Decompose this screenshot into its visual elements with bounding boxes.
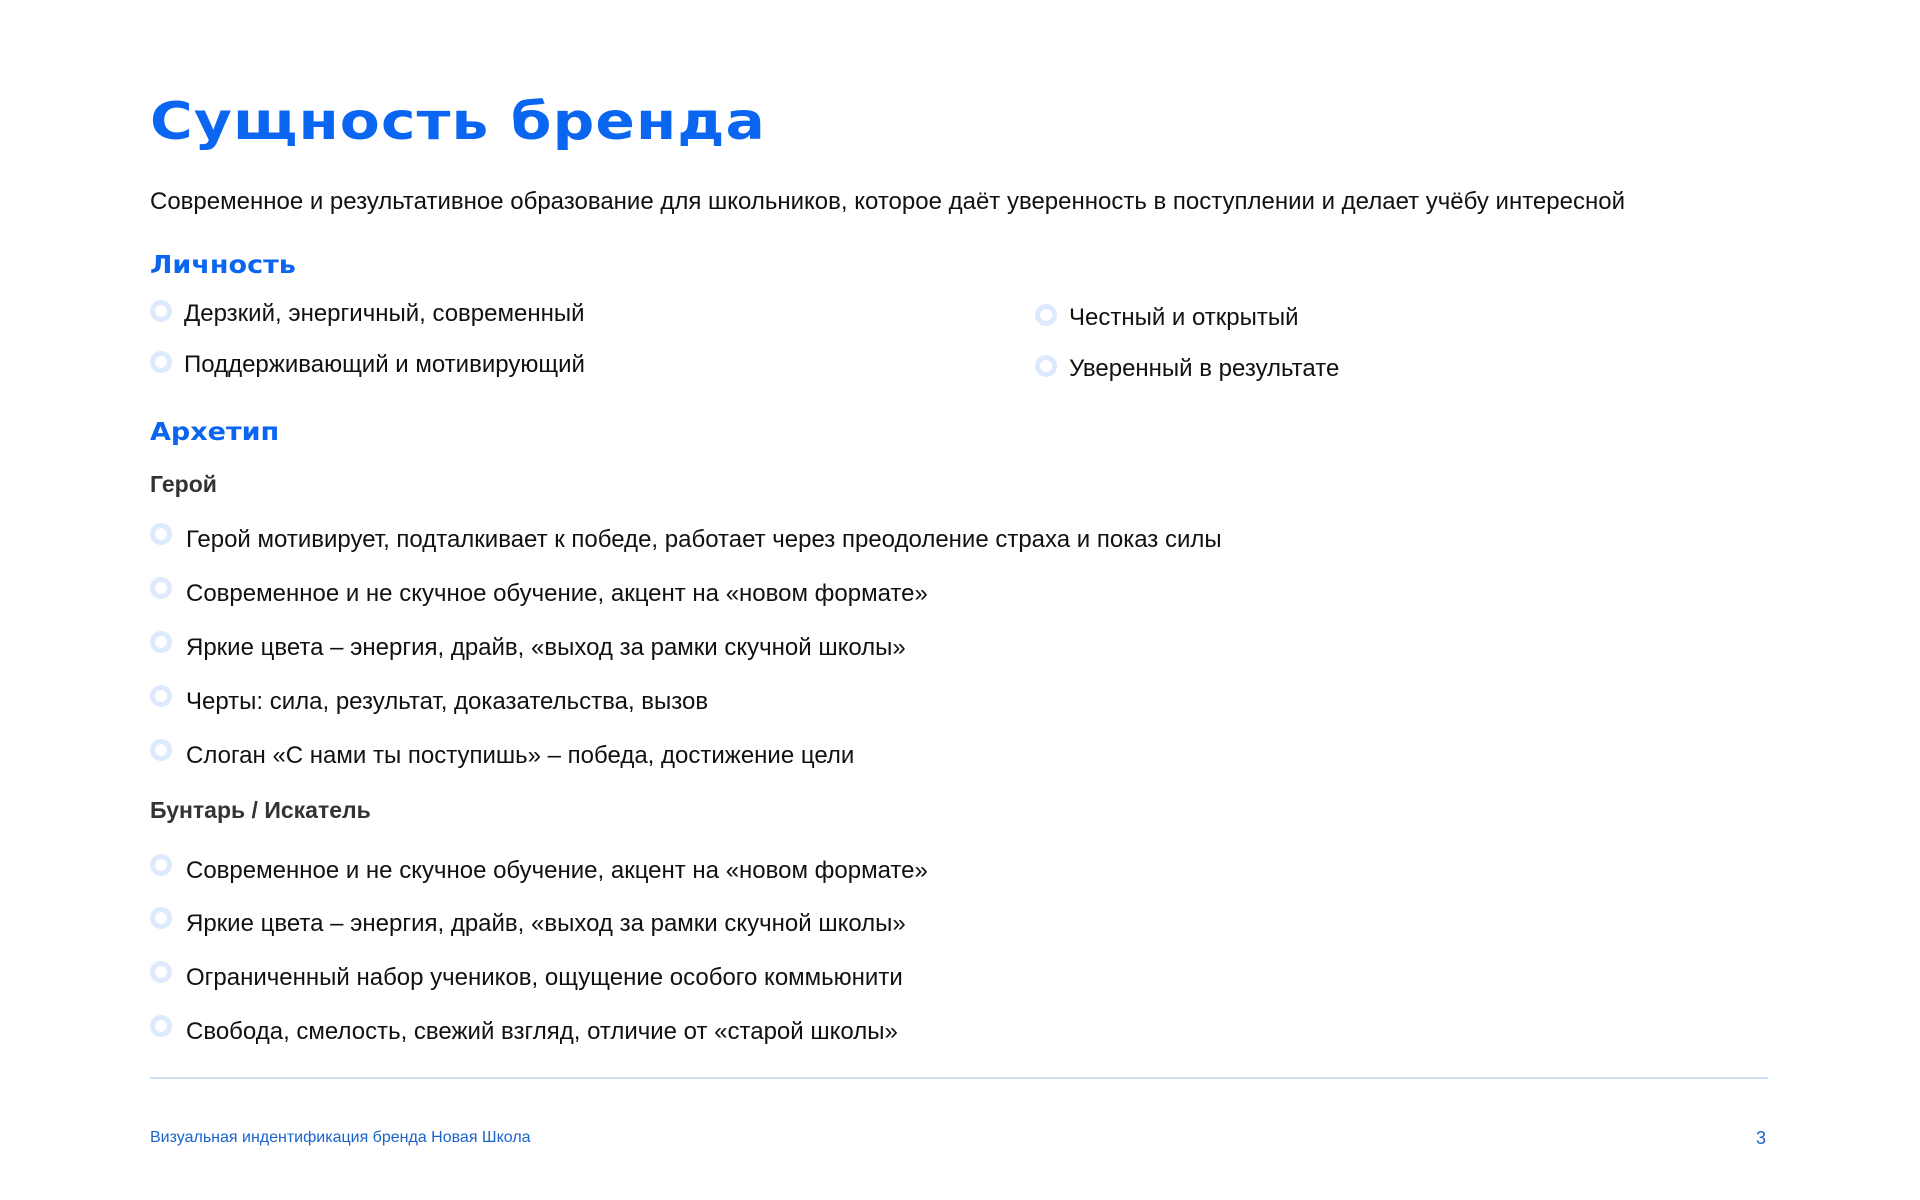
item-text: Современное и не скучное обучение, акцент на «новом формате» <box>186 580 928 607</box>
bullet-ring-icon <box>150 685 172 707</box>
bullet-ring-icon <box>150 907 172 929</box>
bullet-ring-icon <box>1035 355 1057 377</box>
item-text: Современное и не скучное обучение, акцент на «новом формате» <box>186 857 928 884</box>
archetype-item <box>150 857 928 885</box>
personality-item <box>150 351 585 379</box>
brand-essence-statement: Современное и результативное образование для школьников, которое даёт уверенность в поступлении и делает учёбу интересной <box>150 188 1625 215</box>
bullet-ring-icon <box>150 577 172 599</box>
item-text: Ограниченный набор учеников, ощущение особого коммьюнити <box>186 964 903 991</box>
page-number: 3 <box>1756 1128 1767 1148</box>
archetype-item <box>150 634 906 662</box>
item-text: Яркие цвета – энергия, драйв, «выход за рамки скучной школы» <box>186 634 906 661</box>
page-title: Сущность бренда <box>150 92 766 152</box>
archetype-group-title: Бунтарь / Искатель <box>150 797 371 823</box>
personality-item <box>1035 355 1339 383</box>
bullet-ring-icon <box>150 351 172 373</box>
item-text: Слоган «С нами ты поступишь» – победа, достижение цели <box>186 742 855 769</box>
archetype-item <box>150 1018 898 1046</box>
archetype-item <box>150 580 928 608</box>
item-text: Уверенный в результате <box>1069 355 1340 382</box>
bullet-ring-icon <box>150 739 172 761</box>
item-text: Свобода, смелость, свежий взгляд, отличие от «старой школы» <box>186 1018 898 1045</box>
personality-heading: Личность <box>150 250 296 279</box>
footer-caption: Визуальная индентификация бренда Новая Школа <box>150 1129 531 1146</box>
item-text: Честный и открытый <box>1069 304 1299 331</box>
bullet-ring-icon <box>150 1015 172 1037</box>
archetype-heading: Архетип <box>150 417 280 446</box>
item-text: Черты: сила, результат, доказательства, вызов <box>186 688 709 715</box>
item-text: Яркие цвета – энергия, драйв, «выход за рамки скучной школы» <box>186 910 906 937</box>
personality-item <box>1035 304 1299 332</box>
bullet-ring-icon <box>150 523 172 545</box>
bullet-ring-icon <box>150 854 172 876</box>
item-text: Герой мотивирует, подталкивает к победе, работает через преодоление страха и показ силы <box>186 526 1222 553</box>
bullet-ring-icon <box>150 631 172 653</box>
archetype-item <box>150 526 1222 554</box>
personality-item <box>150 300 585 328</box>
item-text: Поддерживающий и мотивирующий <box>184 351 585 378</box>
bullet-ring-icon <box>150 300 172 322</box>
archetype-item <box>150 910 906 938</box>
archetype-item <box>150 964 903 992</box>
bullet-ring-icon <box>1035 304 1057 326</box>
bullet-ring-icon <box>150 961 172 983</box>
archetype-group-title: Герой <box>150 471 217 497</box>
archetype-item <box>150 688 708 716</box>
archetype-item <box>150 742 854 770</box>
footer-divider <box>150 1077 1768 1079</box>
item-text: Дерзкий, энергичный, современный <box>184 300 585 327</box>
